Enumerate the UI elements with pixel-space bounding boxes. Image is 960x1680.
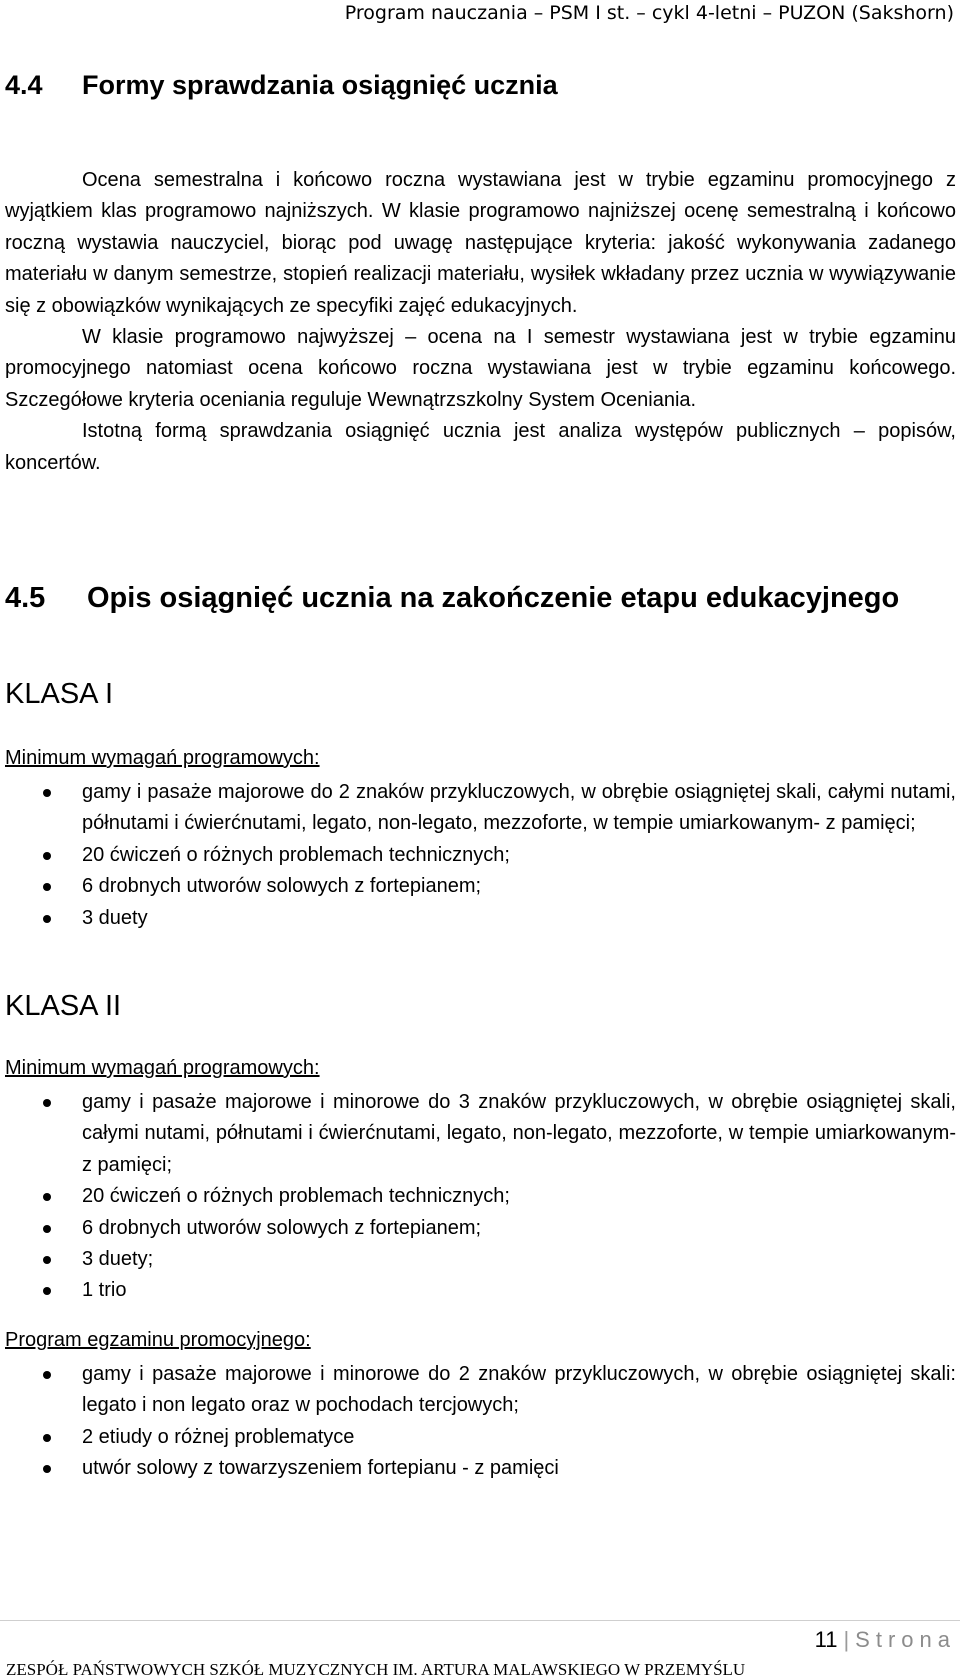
list-item: gamy i pasaże majorowe i minorowe do 2 znaków przykluczowych, w obrębie osiągniętej skali: legato i non legato oraz w pochodach tercjowych; [0,1359,958,1422]
list-item: 3 duety; [0,1244,958,1275]
requirements-list [0,1087,958,1307]
bullet-icon [43,1287,51,1295]
section-number: 4.5 [5,582,46,614]
page-number-separator: | [843,1627,850,1652]
list-item: 20 ćwiczeń o różnych problemach technicznych; [0,1181,958,1212]
list-item: 1 trio [0,1275,958,1306]
class-heading-klasa-1: KLASA I [5,678,114,710]
list-item: 20 ćwiczeń o różnych problemach technicznych; [0,840,958,871]
exam-program-list [0,1359,958,1485]
list-item: gamy i pasaże majorowe i minorowe do 3 znaków przykluczowych, w obrębie osiągniętej skali, całymi nutami, półnutami i ćwierćnutami, legato, non-legato, mezzoforte, w tempie umiarkowanym- z pamięci; [0,1087,958,1181]
bullet-icon [43,883,51,891]
bullet-icon [43,1371,51,1379]
list-item: 3 duety [0,903,958,934]
section-heading-4-5 [5,582,899,615]
page-number [815,1627,956,1653]
section-title: Opis osiągnięć ucznia na zakończenie etapu edukacyjnego [87,582,900,614]
section-title: Formy sprawdzania osiągnięć ucznia [82,70,558,100]
exam-program-subheading: Program egzaminu promocyjnego: [5,1329,311,1351]
requirements-list [0,777,958,934]
list-item: 6 drobnych utworów solowych z fortepianem; [0,1213,958,1244]
requirements-subheading: Minimum wymagań programowych: [5,747,320,769]
list-item: gamy i pasaże majorowe do 2 znaków przykluczowych, w obrębie osiągniętej skali, całymi nutami, półnutami i ćwierćnutami, legato, non-legato, mezzoforte, w tempie umiarkowanym- z pamięci; [0,777,958,840]
footer-school-name: ZESPÓŁ PAŃSTWOWYCH SZKÓŁ MUZYCZNYCH IM. ARTURA MALAWSKIEGO W PRZEMYŚLU [6,1660,746,1679]
section-heading-4-4 [5,70,558,101]
class-heading-klasa-2: KLASA II [5,990,122,1022]
paragraph: W klasie programowo najwyższej – ocena na I semestr wystawiana jest w trybie egzaminu promocyjnego natomiast ocena końcowo roczna wystawiana jest w trybie egzaminu końcowego. Szczegółowe kryteria oceniania reguluje Wewnątrzszkolny System Oceniania. [5,326,956,411]
bullet-icon [43,1225,51,1233]
bullet-icon [43,789,51,797]
bullet-icon [43,1256,51,1264]
paragraph: Istotną formą sprawdzania osiągnięć ucznia jest analiza występów publicznych – popisów, koncertów. [5,420,956,474]
paragraph: Ocena semestralna i końcowo roczna wystawiana jest w trybie egzaminu promocyjnego z wyjątkiem klas programowo najniższych. W klasie programowo najniższej ocenę semestralną i końcowo roczną wystawia nauczyciel, biorąc pod uwagę następujące kryteria: jakość wykonywania zadanego materiału w danym semestrze, stopień realizacji materiału, wysiłek wkładany przez ucznia w wywiązywanie się z obowiązków wynikających ze specyfiki zajęć edukacyjnych. [5,169,956,317]
bullet-icon [43,915,51,923]
list-item: 2 etiudy o różnej problematyce [0,1422,958,1453]
bullet-icon [43,1193,51,1201]
bullet-icon [43,1465,51,1473]
requirements-subheading: Minimum wymagań programowych: [5,1057,320,1079]
bullet-icon [43,1434,51,1442]
list-item: 6 drobnych utworów solowych z fortepianem; [0,871,958,902]
list-item: utwór solowy z towarzyszeniem fortepianu - z pamięci [0,1453,958,1484]
page-number-value: 11 [814,1627,838,1652]
section-number: 4.4 [5,70,43,100]
bullet-icon [43,852,51,860]
bullet-icon [43,1099,51,1107]
running-header: Program nauczania – PSM I st. – cykl 4-letni – PUZON (Sakshorn) [344,2,954,24]
section-4-4-body [5,165,956,479]
footer-divider [0,1620,960,1621]
page-word: Strona [855,1627,956,1652]
